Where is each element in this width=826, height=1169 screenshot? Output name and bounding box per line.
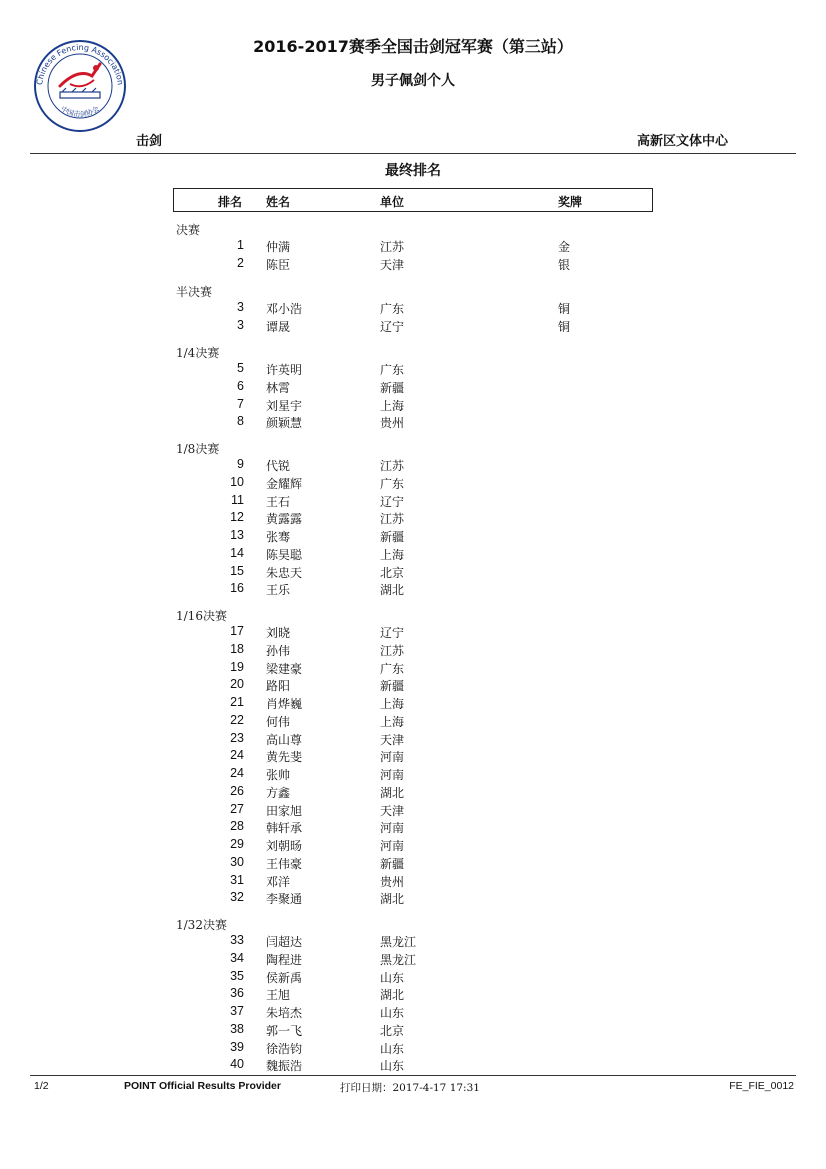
team-unit: 广东: [380, 476, 405, 491]
athlete-name: 黄先斐: [266, 750, 303, 765]
rank-cell: 34: [230, 950, 244, 965]
athlete-name: 梁建豪: [266, 661, 303, 676]
team-unit: 湖北: [380, 785, 405, 800]
athlete-name: 闫超达: [266, 935, 303, 949]
table-row: [0, 528, 826, 546]
table-row: [0, 510, 826, 528]
team-unit: 江苏: [380, 240, 405, 254]
rank-cell: 9: [237, 457, 244, 471]
team-unit: 湖北: [380, 988, 405, 1003]
athlete-name: 徐浩钧: [266, 1041, 303, 1056]
table-row: [0, 397, 826, 415]
team-unit: 上海: [380, 697, 405, 711]
event-subtitle: 男子佩剑个人: [371, 73, 455, 89]
athlete-name: 路阳: [266, 679, 291, 694]
column-header-name: 姓名: [266, 195, 291, 209]
rank-cell: 28: [230, 819, 244, 834]
rank-cell: 31: [230, 872, 244, 887]
rank-cell: 3: [237, 317, 244, 332]
table-row: [0, 1057, 826, 1075]
team-unit: 贵州: [380, 874, 405, 889]
venue-label: 高新区文体中心: [636, 134, 728, 149]
rank-cell: 13: [230, 528, 244, 542]
team-unit: 新疆: [380, 530, 405, 544]
rank-cell: 11: [231, 492, 244, 507]
athlete-name: 林霄: [266, 380, 291, 395]
athlete-name: 孙伟: [266, 643, 291, 658]
team-unit: 上海: [380, 714, 405, 729]
team-unit: 河南: [380, 750, 405, 765]
athlete-name: 许英明: [266, 363, 303, 377]
team-unit: 山东: [380, 1041, 405, 1056]
sport-label: 击剑: [136, 134, 163, 149]
team-unit: 辽宁: [380, 319, 405, 334]
team-unit: 天津: [380, 257, 405, 272]
athlete-name: 王旭: [266, 988, 291, 1003]
svg-text:中国击剑协会: 中国击剑协会: [59, 104, 101, 119]
rank-cell: 29: [230, 837, 244, 851]
table-row: [0, 361, 826, 379]
table-row: [0, 890, 826, 908]
page-title: 2016-2017赛季全国击剑冠军赛（第三站）: [253, 37, 573, 56]
column-header-unit: 单位: [380, 195, 405, 209]
team-unit: 新疆: [380, 380, 405, 395]
table-row: [0, 457, 826, 475]
medal-cell: 铜: [558, 302, 571, 316]
table-row: [0, 546, 826, 564]
table-row: [0, 238, 826, 256]
athlete-name: 王石: [266, 494, 291, 509]
athlete-name: 黄露露: [266, 512, 303, 527]
table-row: [0, 414, 826, 432]
athlete-name: 王伟豪: [266, 856, 303, 871]
rank-cell: 30: [230, 854, 244, 869]
table-row: [0, 933, 826, 951]
athlete-name: 朱培杰: [266, 1006, 303, 1020]
results-provider: POINT Official Results Provider: [124, 1080, 281, 1092]
table-row: [0, 748, 826, 766]
team-unit: 上海: [380, 547, 405, 562]
rank-cell: 24: [230, 766, 244, 780]
round-label: 1/32决赛: [176, 918, 227, 932]
team-unit: 黑龙江: [380, 935, 417, 949]
team-unit: 北京: [380, 565, 405, 580]
table-row: [0, 300, 826, 318]
rank-cell: 5: [237, 361, 244, 375]
team-unit: 山东: [380, 1006, 405, 1020]
team-unit: 江苏: [380, 459, 405, 473]
team-unit: 广东: [380, 363, 405, 377]
table-row: [0, 986, 826, 1004]
medal-cell: 金: [558, 240, 571, 254]
rank-cell: 37: [230, 1004, 244, 1018]
section-title: 最终排名: [385, 163, 441, 179]
round-label: 半决赛: [176, 285, 213, 299]
column-header-rank: 排名: [218, 195, 243, 209]
rank-cell: 8: [237, 414, 244, 429]
table-row: [0, 766, 826, 784]
rank-cell: 39: [230, 1039, 244, 1054]
team-unit: 贵州: [380, 416, 405, 431]
athlete-name: 王乐: [266, 583, 291, 598]
rank-cell: 14: [230, 545, 244, 560]
team-unit: 天津: [380, 732, 405, 747]
table-row: [0, 493, 826, 511]
athlete-name: 陶程进: [266, 952, 303, 967]
medal-cell: 银: [558, 257, 571, 272]
team-unit: 广东: [380, 661, 405, 676]
team-unit: 新疆: [380, 679, 405, 694]
rank-cell: 35: [230, 968, 244, 983]
rank-cell: 7: [237, 396, 244, 411]
table-row: [0, 855, 826, 873]
team-unit: 辽宁: [380, 494, 405, 509]
table-row: [0, 695, 826, 713]
rank-cell: 1: [237, 238, 244, 252]
athlete-name: 方鑫: [266, 785, 291, 800]
rank-cell: 2: [237, 255, 244, 270]
athlete-name: 仲满: [266, 240, 291, 254]
round-label: 决赛: [176, 223, 201, 237]
athlete-name: 高山尊: [266, 732, 303, 747]
team-unit: 广东: [380, 302, 405, 316]
print-date: 打印日期：2017-4-17 17:31: [340, 1082, 480, 1094]
table-row: [0, 677, 826, 695]
column-header-medal: 奖牌: [558, 195, 583, 209]
rank-cell: 27: [230, 801, 244, 816]
rank-cell: 22: [230, 712, 244, 727]
table-row: [0, 1022, 826, 1040]
table-row: [0, 475, 826, 493]
table-header: [173, 188, 653, 212]
rank-cell: 38: [230, 1021, 244, 1036]
rank-cell: 12: [230, 510, 244, 525]
athlete-name: 陈臣: [266, 257, 291, 272]
athlete-name: 谭晟: [266, 319, 291, 334]
team-unit: 新疆: [380, 856, 405, 871]
table-row: [0, 256, 826, 274]
rank-cell: 36: [230, 986, 244, 1001]
athlete-name: 郭一飞: [266, 1023, 303, 1038]
athlete-name: 肖烨巍: [266, 697, 303, 711]
rank-cell: 3: [237, 300, 244, 314]
team-unit: 上海: [380, 398, 405, 413]
table-row: [0, 379, 826, 397]
rank-cell: 17: [230, 624, 244, 638]
athlete-name: 张骞: [266, 530, 291, 544]
rank-cell: 23: [230, 730, 244, 745]
athlete-name: 邓小浩: [266, 302, 303, 316]
athlete-name: 刘星宇: [266, 398, 303, 413]
team-unit: 北京: [380, 1023, 405, 1038]
rank-cell: 32: [230, 890, 244, 905]
round-label: 1/16决赛: [176, 609, 227, 623]
rank-cell: 33: [230, 933, 244, 947]
rank-cell: 26: [230, 783, 244, 798]
table-row: [0, 873, 826, 891]
team-unit: 河南: [380, 839, 405, 853]
athlete-name: 陈昊聪: [266, 547, 303, 562]
athlete-name: 张帅: [266, 768, 291, 782]
team-unit: 湖北: [380, 583, 405, 598]
page-number: 1/2: [34, 1080, 49, 1092]
table-row: [0, 819, 826, 837]
rank-cell: 16: [230, 581, 244, 596]
team-unit: 山东: [380, 970, 405, 985]
table-row: [0, 837, 826, 855]
team-unit: 辽宁: [380, 626, 405, 640]
athlete-name: 李聚通: [266, 892, 303, 907]
table-row: [0, 969, 826, 987]
rank-cell: 40: [230, 1057, 244, 1072]
medal-cell: 铜: [558, 319, 571, 334]
team-unit: 江苏: [380, 643, 405, 658]
table-row: [0, 1040, 826, 1058]
table-row: [0, 784, 826, 802]
table-row: [0, 802, 826, 820]
athlete-name: 何伟: [266, 714, 291, 729]
team-unit: 山东: [380, 1059, 405, 1074]
table-row: [0, 660, 826, 678]
table-row: [0, 1004, 826, 1022]
table-row: [0, 642, 826, 660]
table-row: [0, 624, 826, 642]
table-row: [0, 564, 826, 582]
round-label: 1/4决赛: [176, 346, 220, 360]
rank-cell: 15: [230, 563, 244, 578]
team-unit: 河南: [380, 821, 405, 836]
team-unit: 江苏: [380, 512, 405, 527]
athlete-name: 颜颖慧: [266, 416, 303, 431]
athlete-name: 田家旭: [266, 803, 303, 818]
rank-cell: 18: [230, 641, 244, 656]
rank-cell: 19: [230, 659, 244, 674]
athlete-name: 刘晓: [266, 626, 291, 640]
footer-divider: [30, 1075, 796, 1076]
table-row: [0, 713, 826, 731]
table-row: [0, 581, 826, 599]
rank-cell: 24: [230, 748, 244, 763]
rank-cell: 21: [230, 695, 244, 709]
team-unit: 湖北: [380, 892, 405, 907]
athlete-name: 韩轩承: [266, 821, 303, 836]
athlete-name: 魏振浩: [266, 1059, 303, 1074]
document-code: FE_FIE_0012: [729, 1080, 794, 1092]
svg-text:Chinese Fencing Association: Chinese Fencing Association: [35, 42, 125, 86]
team-unit: 黑龙江: [380, 952, 417, 967]
header-divider: [30, 153, 796, 154]
table-row: [0, 731, 826, 749]
athlete-name: 代锐: [266, 459, 291, 473]
rank-cell: 10: [230, 474, 244, 489]
rank-cell: 6: [237, 378, 244, 393]
athlete-name: 金耀辉: [266, 476, 303, 491]
table-row: [0, 951, 826, 969]
table-row: [0, 318, 826, 336]
rank-cell: 20: [230, 677, 244, 692]
athlete-name: 刘朝旸: [266, 839, 303, 853]
team-unit: 河南: [380, 768, 405, 782]
team-unit: 天津: [380, 803, 405, 818]
athlete-name: 朱忠天: [266, 565, 303, 580]
round-label: 1/8决赛: [176, 442, 220, 456]
athlete-name: 邓洋: [266, 874, 291, 889]
athlete-name: 侯新禹: [266, 970, 303, 985]
